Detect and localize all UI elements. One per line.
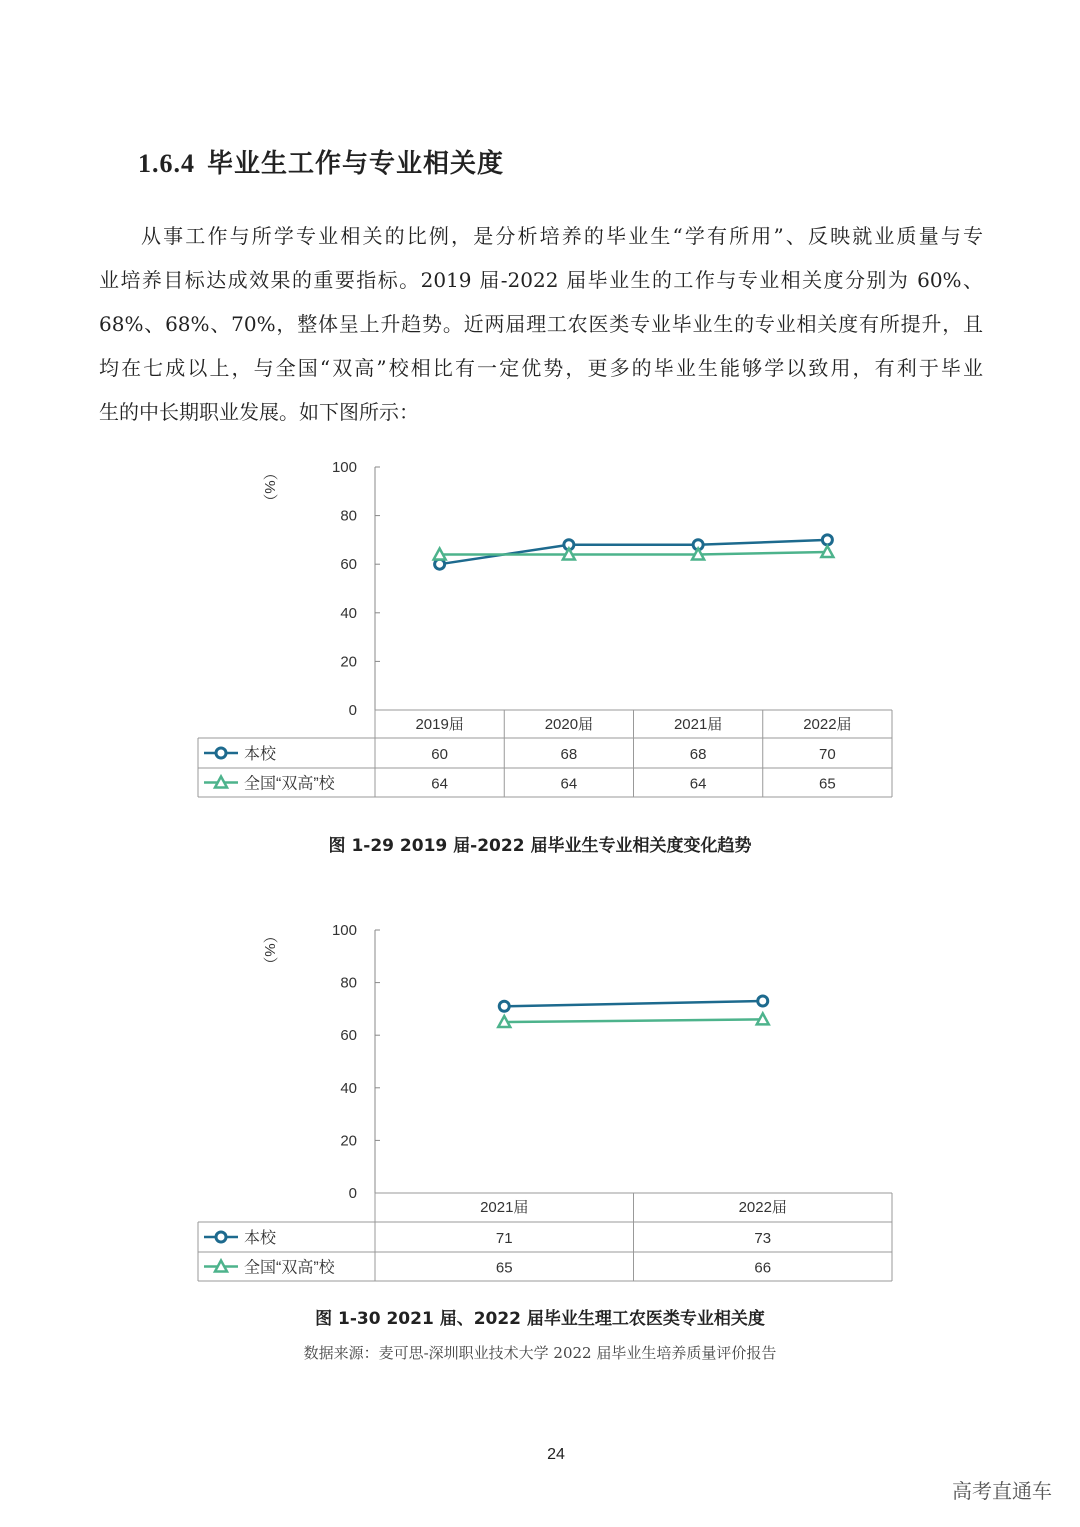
data-table-value: 68 xyxy=(560,746,578,763)
paragraph-line: 业培养目标达成效果的重要指标。2019 届-2022 届毕业生的工作与专业相关度分别为 60%、 xyxy=(99,268,983,292)
data-point xyxy=(821,546,833,557)
data-point xyxy=(758,996,768,1006)
figure-caption: 图 1-29 2019 届-2022 届毕业生专业相关度变化趋势 xyxy=(328,836,752,856)
y-tick-label: 100 xyxy=(331,922,357,939)
paragraph-line: 生的中长期职业发展。如下图所示： xyxy=(99,400,419,424)
page-number: 24 xyxy=(547,1446,565,1463)
y-tick-label: 0 xyxy=(348,1185,357,1202)
series-line-national xyxy=(504,1019,763,1022)
paragraph-line: 均在七成以上，与全国“双高”校相比有一定优势，更多的毕业生能够学以致用，有利于毕业 xyxy=(99,356,983,380)
x-category-label: 2022届 xyxy=(738,1199,787,1216)
x-category-label: 2019届 xyxy=(415,716,464,733)
y-tick-label: 60 xyxy=(340,1027,357,1045)
x-category-label: 2020届 xyxy=(544,716,594,733)
y-tick-label: 40 xyxy=(340,1079,357,1097)
data-table-value: 64 xyxy=(560,775,578,793)
y-tick-label: 80 xyxy=(340,974,357,992)
paragraph-line: 68%、68%、70%，整体呈上升趋势。近两届理工农医类专业毕业生的专业相关度有所提升，且 xyxy=(99,312,983,336)
data-point xyxy=(692,548,704,559)
legend-label: 全国“双高”校 xyxy=(244,1259,335,1277)
figure-caption: 图 1-30 2021 届、2022 届毕业生理工农医类专业相关度 xyxy=(315,1309,765,1329)
y-axis-label: （%） xyxy=(261,465,278,509)
section-title: 毕业生工作与专业相关度 xyxy=(207,149,505,179)
series-line-national xyxy=(440,552,828,554)
paragraph-line: 从事工作与所学专业相关的比例，是分析培养的毕业生“学有所用”、反映就业质量与专 xyxy=(141,224,983,248)
data-table-value: 70 xyxy=(819,746,836,763)
legend-label: 本校 xyxy=(244,746,277,763)
data-table-value: 65 xyxy=(495,1259,513,1277)
section-number: 1.6.4 xyxy=(138,149,195,178)
data-point xyxy=(499,1001,509,1011)
data-table-value: 71 xyxy=(495,1230,513,1247)
data-source-note: 数据来源：麦可思-深圳职业技术大学 2022 届毕业生培养质量评价报告 xyxy=(303,1344,777,1362)
data-table-value: 65 xyxy=(819,775,836,793)
chart-major-relevance-trend xyxy=(0,450,1080,810)
watermark: 高考直通车 xyxy=(952,1479,1052,1503)
legend-label: 本校 xyxy=(244,1230,277,1247)
data-point xyxy=(757,1013,769,1024)
y-tick-label: 60 xyxy=(340,556,357,574)
data-table-value: 64 xyxy=(431,775,448,793)
body-paragraph xyxy=(99,218,983,438)
data-point xyxy=(563,548,575,559)
y-tick-label: 0 xyxy=(348,702,357,719)
chart-stem-major-relevance xyxy=(0,915,1080,1290)
y-axis-label: （%） xyxy=(261,928,278,972)
y-tick-label: 20 xyxy=(340,653,357,671)
x-category-label: 2021届 xyxy=(480,1199,529,1216)
legend-label: 全国“双高”校 xyxy=(244,775,335,793)
data-table-value: 60 xyxy=(431,746,448,763)
legend-marker-triangle-icon xyxy=(215,777,227,788)
data-table-value: 68 xyxy=(689,746,707,763)
legend-marker-triangle-icon xyxy=(215,1261,227,1272)
data-point xyxy=(822,535,832,545)
data-table-value: 64 xyxy=(689,775,707,793)
y-tick-label: 100 xyxy=(331,459,357,476)
data-table-value: 73 xyxy=(754,1230,772,1247)
data-point xyxy=(498,1016,510,1027)
data-point xyxy=(434,548,446,559)
x-category-label: 2022届 xyxy=(803,716,852,733)
y-tick-label: 40 xyxy=(340,604,357,622)
x-category-label: 2021届 xyxy=(673,716,723,733)
data-table-value: 66 xyxy=(754,1259,772,1277)
legend-marker-circle-icon xyxy=(216,748,226,758)
section-heading xyxy=(138,143,504,180)
y-tick-label: 20 xyxy=(340,1132,357,1150)
legend-marker-circle-icon xyxy=(216,1232,226,1242)
y-tick-label: 80 xyxy=(340,507,357,525)
series-line-school xyxy=(504,1001,763,1006)
